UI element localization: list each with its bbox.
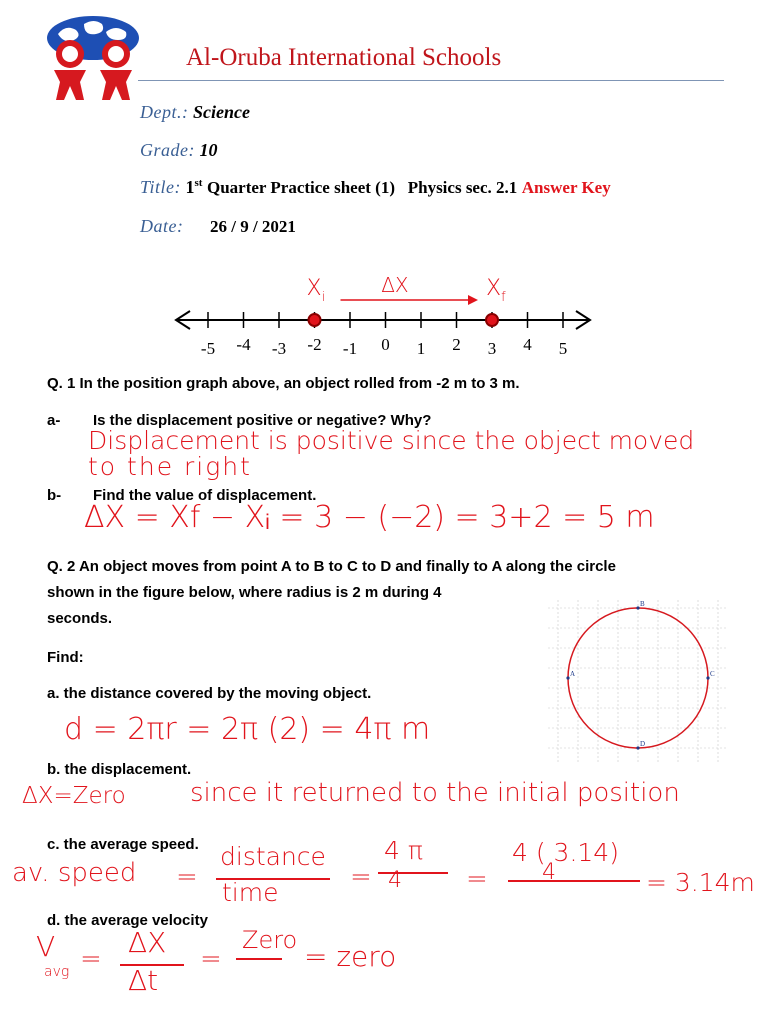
qd-zero-numerator: Zero [242,926,298,954]
qc-fraction-bar-3 [508,880,640,882]
qc-distance: distance [220,842,326,871]
qd-equals-2: = [200,944,222,974]
title-value: Quarter Practice sheet (1) Physics sec. 2.1 [206,178,518,197]
dept-label: Dept.: [140,102,189,122]
qd-result: = zero [304,940,397,973]
point-d-label: D [640,740,646,748]
q2-text-line1: Q. 2 An object moves from point A to B to C to D and finally to A along the circle [47,558,616,575]
logo-right-child-body [100,70,132,100]
circle-figure [548,600,728,762]
tick-label: -3 [271,339,287,358]
dept-row [140,102,250,123]
title-superscript: st [194,177,203,189]
qc-equals-2: = [350,862,372,892]
qd-text: d. the average velocity [47,912,208,929]
logo-left-child-body [54,70,86,100]
q2-text-line3: seconds. [47,610,113,627]
header-divider [138,80,724,81]
title-label: Title: [140,177,182,197]
point-b-label: B [640,600,645,608]
qc-result: = 3.14m [646,868,755,897]
qa-text: a. the distance covered by the moving object. [47,685,372,702]
date-row [140,216,296,237]
q1b-text: Find the value of displacement. [93,487,317,504]
qc-den-four-2: 4 [542,860,556,885]
q1a-answer-line2: to the right [88,452,252,481]
tick-label: 3 [487,339,497,358]
delta-x-label: ΔX [381,273,409,297]
qc-den-four-1: 4 [388,868,402,893]
qd-avg: avg [44,964,70,980]
tick-label: 5 [558,339,568,358]
date-value: 26 / 9 / 2021 [209,217,296,236]
qd-delta-t: Δt [128,964,159,997]
tick-label: -5 [200,339,216,358]
dept-value: Science [192,102,250,122]
qa-answer: d = 2πr = 2π (2) = 4π m [64,712,431,747]
circle-grid [548,600,728,762]
xf-label: $X_f$ [486,276,506,305]
qb-text: b. the displacement. [47,761,192,778]
q1b-answer: ΔX = Xf − Xᵢ = 3 − (−2) = 3+2 = 5 m [84,500,655,535]
title-number: 1 [185,177,195,197]
q1a-answer-line1: Displacement is positive since the object moved [88,426,695,455]
displacement-arrowhead [468,295,478,305]
title-row [140,177,611,198]
tick-label: -2 [307,335,322,354]
school-name: Al-Oruba International Schools [186,44,502,71]
qc-equals-3: = [466,864,488,894]
qc-text: c. the average speed. [47,836,199,853]
date-label: Date: [140,216,184,236]
grade-value: 10 [199,140,218,160]
qd-v: V [36,930,56,963]
xi-label: $X_i$ [306,276,326,305]
qb-answer-left: ΔX=Zero [22,783,126,809]
qc-four-times-pi: 4 ( 3.14) [512,838,619,867]
tick-label: 4 [523,335,532,354]
qb-answer-right: since it returned to the initial position [190,778,680,808]
school-logo [40,10,146,102]
qc-time: time [222,878,279,907]
qc-equals-1: = [176,862,198,892]
point-a-label: A [570,670,576,678]
point-c-label: C [710,670,715,678]
qd-delta-x: ΔX [128,926,167,959]
qd-fraction-bar-2 [236,958,282,960]
tick-label: -1 [342,339,358,358]
grade-row [140,140,218,161]
find-label: Find: [47,649,84,666]
number-line-figure [160,268,610,368]
q2-text-line2: shown in the figure below, where radius is 2 m during 4 [47,584,442,601]
qc-lhs: av. speed [12,858,137,888]
tick-label: 2 [452,335,461,354]
initial-position-marker [309,314,321,326]
qc-four-pi: 4 π [384,836,423,865]
final-position-marker [486,314,498,326]
q1a-label: a- [47,412,61,429]
tick-label: 0 [381,335,390,354]
q1b-label: b- [47,487,62,504]
grade-label: Grade: [140,140,195,160]
q1a-text: Is the displacement positive or negative? Why? [93,412,432,429]
answer-key-label: Answer Key [521,178,611,197]
qd-equals-1: = [80,944,102,974]
tick-label: 1 [416,339,426,358]
q1-text: Q. 1 In the position graph above, an object rolled from -2 m to 3 m. [47,375,520,392]
tick-label: -4 [236,335,251,354]
